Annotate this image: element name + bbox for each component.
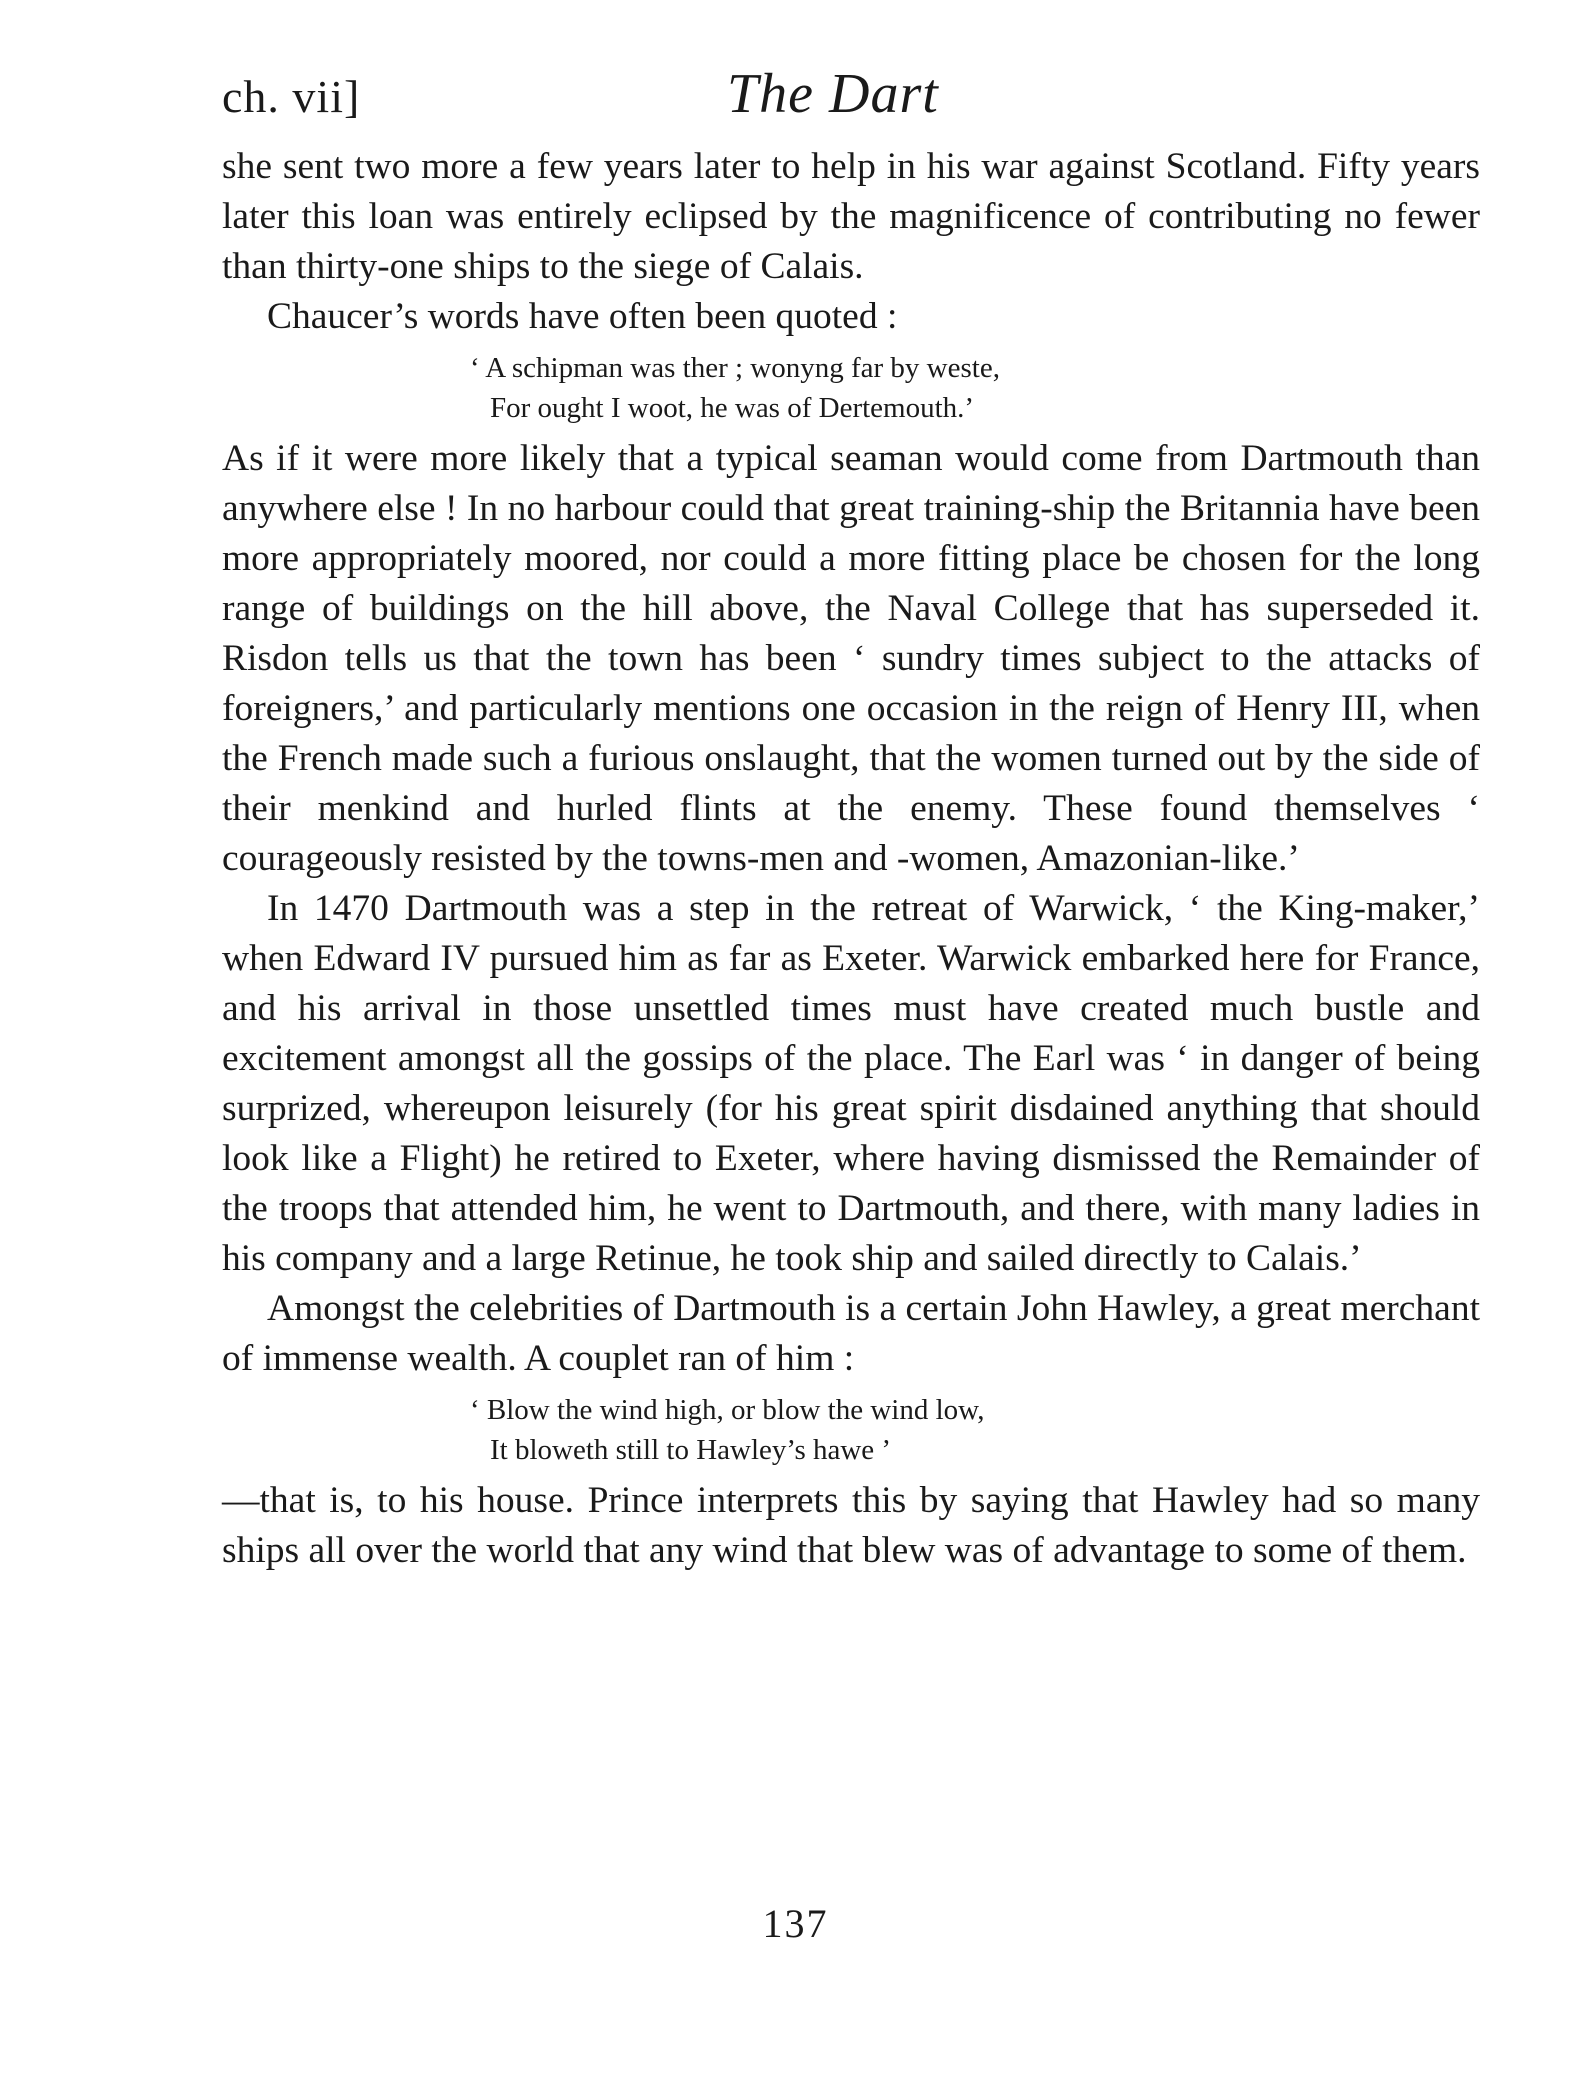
running-head [222, 62, 1482, 142]
verse-line: For ought I woot, he was of Dertemouth.’ [490, 392, 975, 424]
hawley-couplet [470, 1390, 1480, 1470]
running-title: The Dart [727, 63, 939, 125]
paragraph-hawley: Amongst the celebrities of Dartmouth is a certain John Hawley, a great merchant of immense wealth. A couplet ran of him : [222, 1288, 1480, 1379]
verse-line: It bloweth still to Hawley’s hawe ’ [490, 1434, 892, 1466]
verse-line: ‘ A schipman was ther ; wonyng far by weste, [470, 352, 1000, 384]
paragraph-hawley-ships: —that is, to his house. Prince interprets this by saying that Hawley had so many ships all over the world that any wind that blew was of advantage to some of them. [222, 1480, 1480, 1571]
body-text [222, 142, 1480, 1576]
paragraph-continuation: she sent two more a few years later to help in his war against Scotland. Fifty years later this loan was entirely eclipsed by the magnificence of contributing no fewer than thirty-one ships to the siege of Calais. [222, 146, 1480, 287]
paragraph-warwick: In 1470 Dartmouth was a step in the retreat of Warwick, ‘ the King-maker,’ when Edward IV pursued him as far as Exeter. Warwick embarked here for France, and his arrival in those unsettled times must have created much bustle and excitement amongst all the gossips of the place. The Earl was ‘ in danger of being surprized, whereupon leisurely (for his great spirit disdained anything that should look like a Flight) he retired to Exeter, where having dismissed the Remainder of the troops that attended him, he went to Dartmouth, and there, with many ladies in his company and a large Retinue, he took ship and sailed directly to Calais.’ [222, 888, 1480, 1279]
paragraph-dartmouth-harbour: As if it were more likely that a typical seaman would come from Dartmouth than anywhere else ! In no harbour could that great training-ship the Britannia have been more appropriately moored, nor could a more fitting place be chosen for the long range of buildings on the hill above, the Naval College that has superseded it. Risdon tells us that the town has been ‘ sundry times subject to the attacks of foreigners,’ and particularly mentions one occasion in the reign of Henry III, when the French made such a furious onslaught, that the women turned out by the side of their menkind and hurled flints at the enemy. These found themselves ‘ courageously resisted by the towns-men and -women, Amazonian-like.’ [222, 438, 1480, 879]
chapter-reference: ch. vii] [222, 71, 361, 122]
verse-line: ‘ Blow the wind high, or blow the wind low, [470, 1394, 985, 1426]
chaucer-quotation [470, 348, 1480, 428]
paragraph-chaucer-intro: Chaucer’s words have often been quoted : [267, 296, 898, 337]
page-number: 137 [762, 1901, 829, 1946]
